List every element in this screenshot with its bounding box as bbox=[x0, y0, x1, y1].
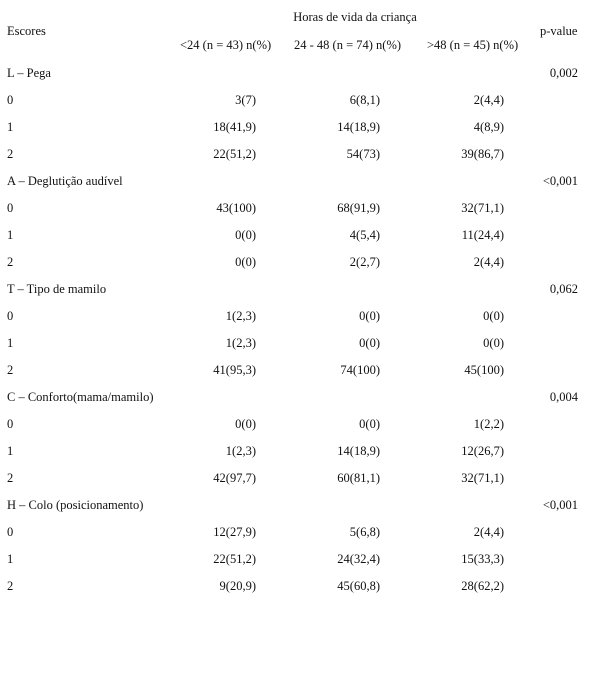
table-row bbox=[0, 120, 590, 140]
cell-over-48: 0(0) bbox=[483, 336, 504, 350]
cell-over-48: 1(2,2) bbox=[473, 417, 504, 431]
score-label: 0 bbox=[7, 417, 14, 431]
cell-24-48: 0(0) bbox=[359, 336, 380, 350]
section-pvalue: <0,001 bbox=[542, 498, 578, 512]
section-header-row bbox=[0, 282, 590, 302]
table-row bbox=[0, 471, 590, 491]
cell-24-48: 68(91,9) bbox=[337, 201, 380, 215]
cell-24-48: 0(0) bbox=[359, 309, 380, 323]
cell-under-24: 0(0) bbox=[235, 417, 256, 431]
cell-over-48: 11(24,4) bbox=[461, 228, 504, 242]
table-row bbox=[0, 363, 590, 383]
cell-over-48: 12(26,7) bbox=[461, 444, 504, 458]
cell-under-24: 12(27,9) bbox=[213, 525, 256, 539]
cell-under-24: 1(2,3) bbox=[225, 444, 256, 458]
table-row bbox=[0, 525, 590, 545]
table-row bbox=[0, 336, 590, 356]
cell-24-48: 45(60,8) bbox=[337, 579, 380, 593]
score-label: 0 bbox=[7, 309, 14, 323]
score-label: 0 bbox=[7, 93, 14, 107]
cell-over-48: 39(86,7) bbox=[461, 147, 504, 161]
section-title: H – Colo (posicionamento) bbox=[7, 498, 144, 512]
cell-under-24: 22(51,2) bbox=[213, 552, 256, 566]
column-header-under-24: <24 (n = 43) n(%) bbox=[180, 38, 272, 52]
table-row bbox=[0, 228, 590, 248]
cell-over-48: 0(0) bbox=[483, 309, 504, 323]
table-row bbox=[0, 147, 590, 167]
cell-under-24: 9(20,9) bbox=[219, 579, 256, 593]
cell-24-48: 60(81,1) bbox=[337, 471, 380, 485]
table-row bbox=[0, 552, 590, 572]
score-label: 1 bbox=[7, 444, 14, 458]
section-header-row bbox=[0, 174, 590, 194]
table-row bbox=[0, 417, 590, 437]
cell-24-48: 0(0) bbox=[359, 417, 380, 431]
cell-over-48: 28(62,2) bbox=[461, 579, 504, 593]
table-row bbox=[0, 93, 590, 113]
score-label: 1 bbox=[7, 336, 14, 350]
score-label: 0 bbox=[7, 525, 14, 539]
cell-under-24: 3(7) bbox=[235, 93, 256, 107]
table-row bbox=[0, 579, 590, 599]
section-header-row bbox=[0, 390, 590, 410]
section-title: L – Pega bbox=[7, 66, 51, 80]
score-label: 1 bbox=[7, 552, 14, 566]
cell-under-24: 0(0) bbox=[235, 228, 256, 242]
cell-24-48: 14(18,9) bbox=[337, 120, 380, 134]
cell-over-48: 2(4,4) bbox=[473, 93, 504, 107]
cell-24-48: 2(2,7) bbox=[349, 255, 380, 269]
cell-over-48: 32(71,1) bbox=[461, 201, 504, 215]
score-label: 2 bbox=[7, 471, 14, 485]
score-label: 2 bbox=[7, 579, 14, 593]
score-label: 1 bbox=[7, 120, 14, 134]
cell-24-48: 54(73) bbox=[346, 147, 380, 161]
cell-under-24: 1(2,3) bbox=[225, 309, 256, 323]
section-pvalue: <0,001 bbox=[542, 174, 578, 188]
pvalue-header: p-value bbox=[540, 24, 578, 38]
column-header-24-48: 24 - 48 (n = 74) n(%) bbox=[294, 38, 402, 52]
column-group-title: Horas de vida da criança bbox=[293, 10, 417, 24]
score-label: 2 bbox=[7, 255, 14, 269]
table-row bbox=[0, 309, 590, 329]
section-title: T – Tipo de mamilo bbox=[7, 282, 107, 296]
score-label: 2 bbox=[7, 363, 14, 377]
table-row bbox=[0, 255, 590, 275]
section-title: C – Conforto(mama/mamilo) bbox=[7, 390, 154, 404]
cell-under-24: 43(100) bbox=[216, 201, 256, 215]
section-pvalue: 0,004 bbox=[549, 390, 578, 404]
section-header-row bbox=[0, 66, 590, 86]
section-pvalue: 0,002 bbox=[549, 66, 578, 80]
section-header-row bbox=[0, 498, 590, 518]
section-pvalue: 0,062 bbox=[549, 282, 578, 296]
table-row bbox=[0, 201, 590, 221]
cell-over-48: 45(100) bbox=[464, 363, 504, 377]
cell-over-48: 32(71,1) bbox=[461, 471, 504, 485]
cell-under-24: 0(0) bbox=[235, 255, 256, 269]
escores-header: Escores bbox=[7, 24, 46, 38]
cell-over-48: 15(33,3) bbox=[461, 552, 504, 566]
cell-24-48: 74(100) bbox=[340, 363, 380, 377]
table-row bbox=[0, 444, 590, 464]
score-label: 2 bbox=[7, 147, 14, 161]
cell-24-48: 4(5,4) bbox=[349, 228, 380, 242]
section-title: A – Deglutição audível bbox=[7, 174, 123, 188]
cell-under-24: 42(97,7) bbox=[213, 471, 256, 485]
cell-24-48: 14(18,9) bbox=[337, 444, 380, 458]
cell-24-48: 6(8,1) bbox=[349, 93, 380, 107]
cell-over-48: 4(8,9) bbox=[473, 120, 504, 134]
cell-over-48: 2(4,4) bbox=[473, 525, 504, 539]
cell-24-48: 5(6,8) bbox=[349, 525, 380, 539]
cell-under-24: 41(95,3) bbox=[213, 363, 256, 377]
cell-24-48: 24(32,4) bbox=[337, 552, 380, 566]
cell-under-24: 22(51,2) bbox=[213, 147, 256, 161]
cell-over-48: 2(4,4) bbox=[473, 255, 504, 269]
score-label: 0 bbox=[7, 201, 14, 215]
score-label: 1 bbox=[7, 228, 14, 242]
column-header-over-48: >48 (n = 45) n(%) bbox=[427, 38, 519, 52]
cell-under-24: 18(41,9) bbox=[213, 120, 256, 134]
cell-under-24: 1(2,3) bbox=[225, 336, 256, 350]
